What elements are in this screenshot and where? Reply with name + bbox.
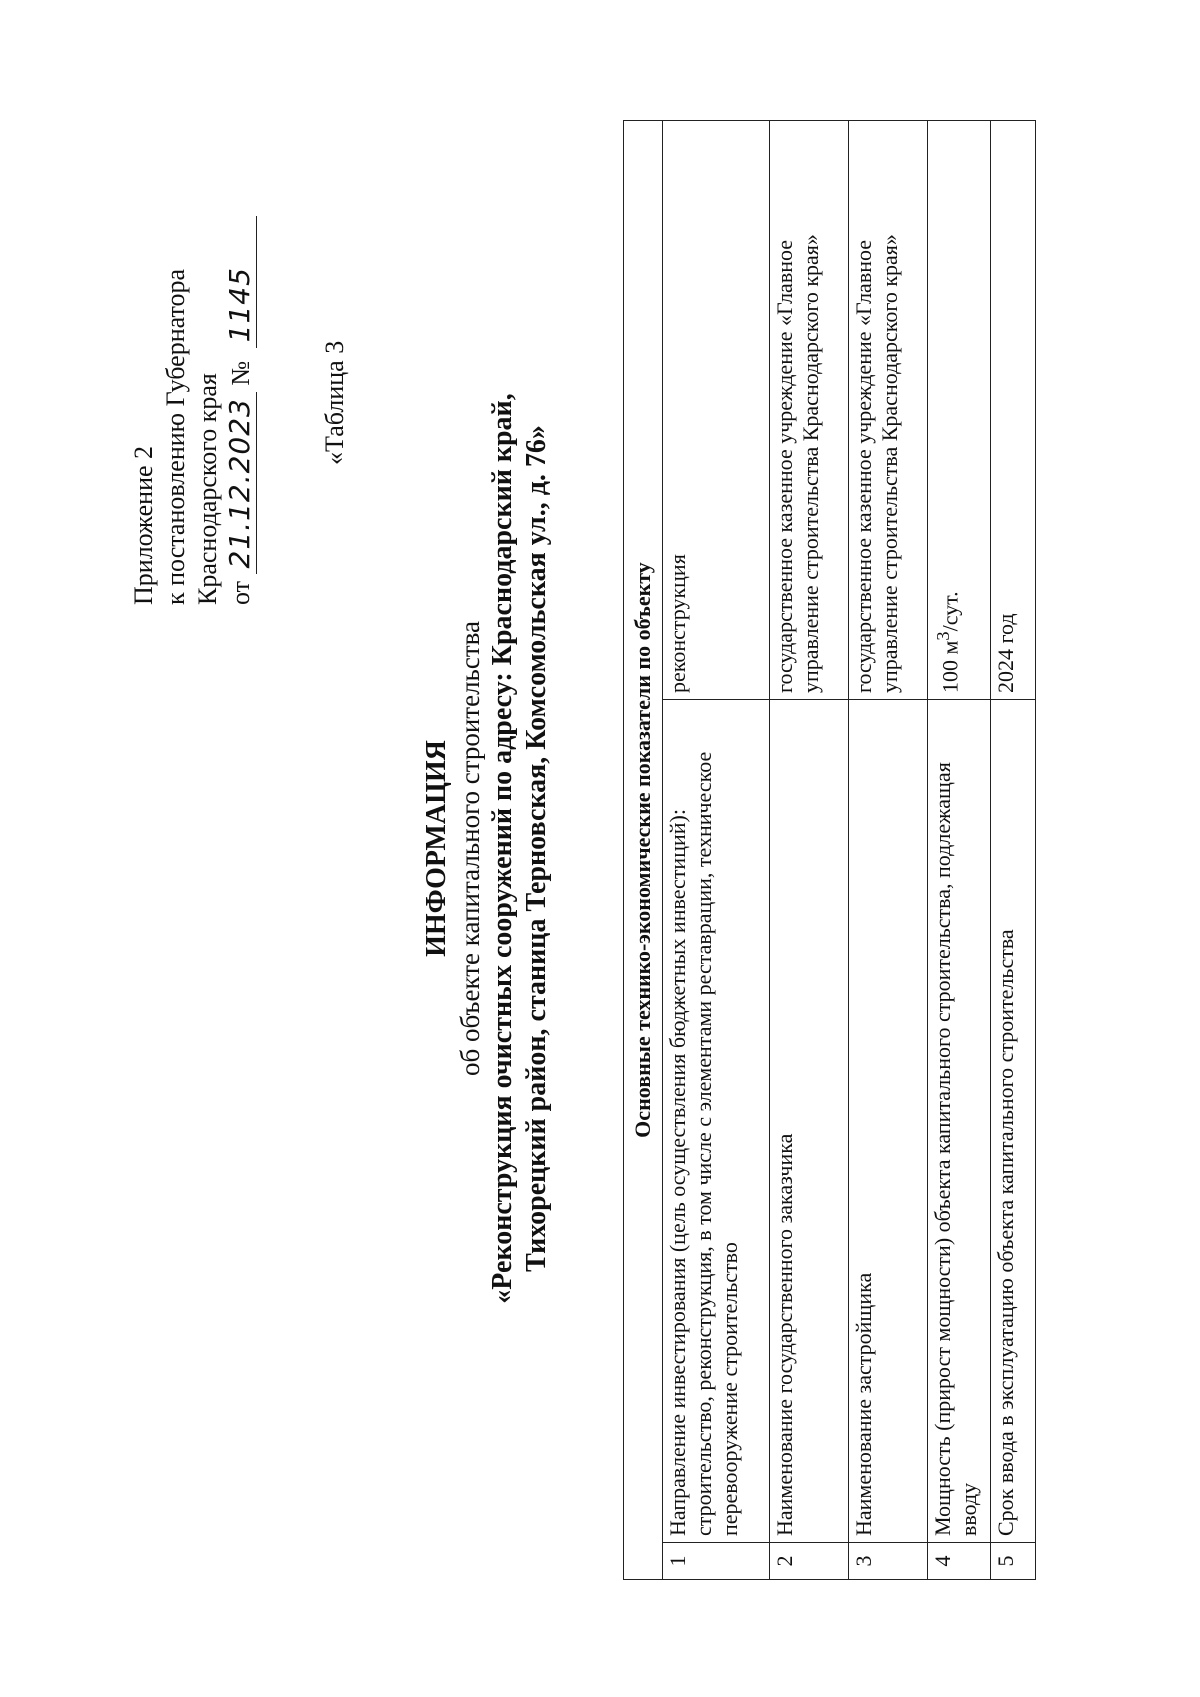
row-name: Наименование государственного заказчика <box>770 700 849 1543</box>
table-header: Основные технико-экономические показатели по объекту <box>624 121 663 1580</box>
number-label: № <box>226 360 255 386</box>
row-value: государственное казенное учреждение «Главное управление строительства Краснодарского края» <box>770 121 849 700</box>
row-value <box>928 121 991 700</box>
capacity-unit-exponent: 3 <box>933 631 953 641</box>
row-name: Срок ввода в эксплуатацию объекта капитального строительства <box>991 700 1036 1543</box>
row-number: 3 <box>849 1543 928 1580</box>
document-subtitle: об объекте капитального строительства <box>455 620 485 1077</box>
table-row <box>928 121 991 1580</box>
row-value: государственное казенное учреждение «Главное управление строительства Краснодарского края» <box>849 121 928 700</box>
document-heading <box>420 300 554 1397</box>
indicators-table <box>623 120 1036 1580</box>
appendix-line-1: Приложение 2 <box>129 445 158 605</box>
document-title: ИНФОРМАЦИЯ <box>421 740 452 957</box>
row-number: 5 <box>991 1543 1036 1580</box>
appendix-date-line <box>224 216 257 605</box>
object-name-line-2: Тихорецкий район, станица Терновская, Комсомольская ул., д. 76» <box>521 425 552 1272</box>
appendix-line-2: к постановлению Губернатора <box>161 268 190 605</box>
capacity-value: 100 м <box>937 640 963 693</box>
row-number: 2 <box>770 1543 849 1580</box>
row-value: 2024 год <box>991 121 1036 700</box>
object-name-line-1: «Реконструкция очистных сооружений по адресу: Краснодарский край, <box>487 393 518 1304</box>
table-row <box>770 121 849 1580</box>
row-name: Направление инвестирования (цель осуществления бюджетных инвестиций): строительство, реконструкция, в том числе с элементами реставрации, техническое перевооружение строительство <box>663 700 770 1543</box>
table-row <box>991 121 1036 1580</box>
row-name: Наименование застройщика <box>849 700 928 1543</box>
row-value: реконструкция <box>663 121 770 700</box>
from-label: от <box>226 580 255 605</box>
handwritten-date: 21.12.2023 <box>224 392 257 574</box>
table-row <box>849 121 928 1580</box>
row-name: Мощность (прирост мощности) объекта капитального строительства, подлежащая вводу <box>928 700 991 1543</box>
table-label: «Таблица 3 <box>320 340 349 465</box>
table-row <box>663 121 770 1580</box>
row-number: 1 <box>663 1543 770 1580</box>
handwritten-number: 1145 <box>224 216 257 348</box>
appendix-line-3: Краснодарского края <box>193 373 222 605</box>
appendix-block <box>128 216 257 605</box>
capacity-unit-suffix: /сут. <box>937 591 963 632</box>
row-number: 4 <box>928 1543 991 1580</box>
